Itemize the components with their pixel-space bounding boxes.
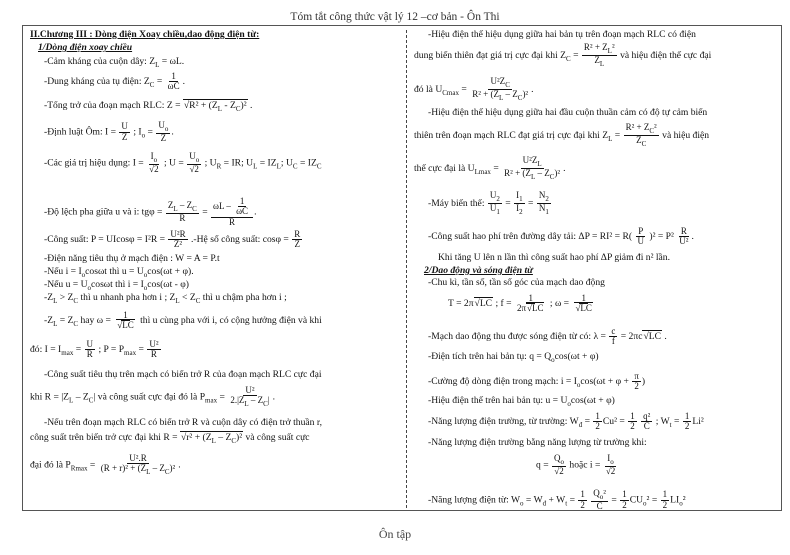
text-energy-equality: -Năng lượng điện trường bằng năng lượng từ trường khi: <box>428 437 647 448</box>
formula-max-power-condition: công suất trên biến trở cực đại khi R = √ $r^2 + (Z_L - Z_C)^2$ và công suất cực <box>30 432 310 446</box>
formula-current: -Cường độ dòng điện trong mạch: $i = I_o\cos(\omega t + \varphi$ + $\frac{\pi}{2}$ ) <box>428 371 646 392</box>
formula-capacitor-max-condition: dung biến thiên đạt giá trị cực đại khi $Z_C$ = $\frac{R^2 + Z_L^2}{Z_L}$ và hiệu điện thế cực đại <box>414 42 712 68</box>
formula-energy-equality: q = $\frac{Q_o}{√2}$ hoặc i = $\frac{I_o}{√2}$ <box>536 453 616 477</box>
formula-capacitor-voltage: -Hiệu điện thế trên hai bản tụ: $u = U_o\cos(\omega t + \varphi)$ <box>428 395 615 408</box>
text-resistor-coil: -Nếu trên đoạn mạch RLC có biến trở R và cuộn dây có điện trở thuần r, <box>44 417 323 428</box>
formula-charge: -Điện tích trên hai bản tụ: $q = Q_o\cos(\omega t + \varphi)$ <box>428 351 599 364</box>
text-oscillation-params: -Chu kì, tần số, tần số góc của mạch dao động <box>428 277 605 288</box>
formula-resonance: $-Z_L = Z_C$ hay ω = 1 √ LC thì u cùng pha với i, có cộng hưởng điện và khi <box>44 311 322 331</box>
formula-power-loss: -Công suất hao phí trên đường dây tải: ΔP = RI² = R( $\frac{P}{U}$ )² = P² $\frac{R}{\text{U²}}$ . <box>428 226 694 247</box>
column-divider <box>406 30 407 508</box>
formula-inductor-max-voltage: thế cực đại là $U_{Lmax}$ = $\frac{U^2Z_L}{R^2 + (Z_L - Z_C)^2}$ . <box>414 155 566 181</box>
formula-ohm-law: -Định luật Ôm: I = $\frac{U}{Z}$ ; $I_o$ = $\frac{U_o}{Z}$ . <box>44 120 174 144</box>
formula-voltage-case: -Nếu $u = U_o\cos\omega t$ thì $i = I_o\cos(\omega t - \varphi)$ <box>44 279 189 292</box>
section-heading-em-oscillation: 2/Dao động và sóng điện từ <box>424 265 533 276</box>
page-footer: Ôn tập <box>378 527 412 541</box>
formula-power: -Công suất: P = UIcosφ = I²R = $\frac{\text{U²R}}{\text{Z²}}$ .-Hệ số công suất: cosφ = $\frac{R}{Z}$ <box>44 229 301 250</box>
chapter-heading: II.Chương III : Dòng điện Xoay chiều,dao động điện từ: <box>30 29 260 40</box>
formula-impedance: -Tổng trở của đoạn mạch RLC: Z = √ $R^2 + (Z_L - Z_C)^2$ . <box>44 100 252 114</box>
formula-current-case: -Nếu $i = I_o\cos\omega t$ thì $u = U_o\cos(\omega t + \varphi)$. <box>44 266 194 279</box>
formula-resonance-values: đó: $I = I_{max}$ = $\frac{U}{R}$ ; $P = P_{max}$ = $\frac{\text{U²}}{R}$ <box>30 339 159 360</box>
page-header: Tóm tắt công thức vật lý 12 –cơ bản - Ôn Thi <box>290 11 500 23</box>
text-capacitor-voltage: -Hiệu điện thế hiệu dụng giữa hai bản tụ trên đoạn mạch RLC có điện <box>428 29 696 40</box>
section-heading-ac: 1/Dòng điện xoay chiều <box>38 42 133 53</box>
text-inductor-voltage: -Hiệu điện thế hiệu dụng giữa hai đầu cuộn thuần cảm có độ tự cảm biến <box>428 107 708 118</box>
formula-capacitor-max-voltage: đó là $U_{Cmax}$ = $\frac{U^2Z_C}{R^2 + (Z_L - Z_C)^2}$ . <box>414 76 534 102</box>
formula-max-power-value: đại đó là $P_{Rmax}$ = $\frac{\text{U².R}}{(R + r)^2 + (Z_L - Z_C)^2}$ . <box>30 453 181 477</box>
text-voltage-increase: Khi tăng U lên n lần thì công suất hao phí ΔP giảm đi n² lần. <box>438 252 670 263</box>
formula-inductive-reactance: -Cảm kháng của cuộn dây: $Z_L = \omega L$. <box>44 56 185 69</box>
formula-capacitive-reactance: -Dung kháng của tụ điện: $Z_C$ = $\frac{1}{\omega C}$ . <box>44 71 186 92</box>
formula-period-frequency: T = 2π√ LC ; f = $\frac{1}{2\pi√ LC}$ ; ω = 1 √ LC <box>448 294 596 314</box>
formula-max-power-r: khi $R = |Z_L - Z_C|$ và công suất cực đại đó là $P_{max}$ = $\frac{\text{U²}}{2.|Z_L - Z_C|}$ . <box>30 385 276 409</box>
formula-phase-relation: $-Z_L > Z_C$ thì u nhanh pha hơn i ; $Z_L < Z_C$ thì u chậm pha hơn i ; <box>44 292 287 305</box>
formula-rms-values: -Các giá trị hiệu dụng: I = $\frac{I_o}{√2}$ ; U = $\frac{U_o}{√2}$ ; $U_R$ = IR; $U_L = IZ_L$; $U_C = IZ_C$ <box>44 151 322 175</box>
formula-field-energy: -Năng lượng điện trường, từ trường: $W_đ$ = $\frac{1}{2}$ Cu² = $\frac{1}{2}$ $\frac{\text{q²}}{C}$ ; $W_t$ = $\frac{1}{2}$ Li² <box>428 411 704 432</box>
formula-total-energy: -Năng lượng điện từ: $W_o = W_đ + W_t$ = $\frac{1}{2}$ $\frac{Q_o^2}{C}$ = $\frac{1}{2}$ $CU_o^2$ = $\frac{1}{2}$ $LI_o^2$ <box>428 488 686 512</box>
formula-inductor-max-condition: thiên trên đoạn mạch RLC đạt giá trị cực đại khi $Z_L$ = $\frac{R^2 + Z_C^2}{Z_C}$ và hiệu điện <box>414 122 710 148</box>
formula-phase-shift: -Độ lệch pha giữa u và i: tgφ = $\frac{Z_L - Z_C}{R}$ = ωL – $\frac{1}{\omega C}$ R . <box>44 196 257 227</box>
formula-wavelength: -Mạch dao động thu được sóng điện từ có: λ = $\frac{c}{f}$ = 2πc√ LC . <box>428 327 667 347</box>
formula-transformer: -Máy biến thế: $\frac{U_2}{U_1}$ = $\frac{I_1}{I_2}$ = $\frac{N_2}{N_1}$ <box>428 190 549 216</box>
text-variable-resistor: -Công suất tiêu thụ trên mạch có biến trở R của đoạn mạch RLC cực đại <box>44 369 322 380</box>
formula-energy: -Điện năng tiêu thụ ở mạch điện : W = A = P.t <box>44 253 220 264</box>
